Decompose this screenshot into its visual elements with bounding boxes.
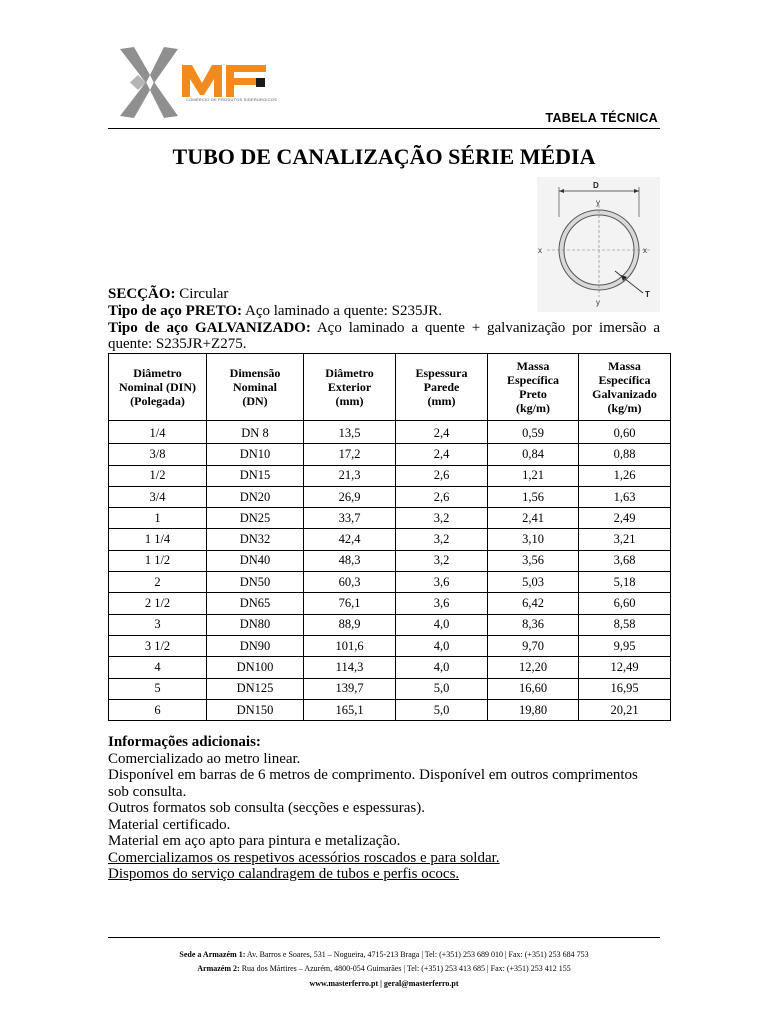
table-cell: 1,21 <box>488 465 579 486</box>
table-cell: DN90 <box>207 635 304 656</box>
table-cell: DN80 <box>207 614 304 635</box>
table-cell: 4,0 <box>396 635 488 656</box>
table-cell: 48,3 <box>304 550 396 571</box>
table-cell: 101,6 <box>304 635 396 656</box>
table-cell: 2,4 <box>396 421 488 444</box>
table-cell: 1 1/2 <box>109 550 207 571</box>
info-line: Material certificado. <box>108 816 231 833</box>
table-cell: 3,10 <box>488 529 579 550</box>
table-cell: 9,95 <box>579 635 671 656</box>
table-cell: 2,41 <box>488 508 579 529</box>
table-cell: 0,59 <box>488 421 579 444</box>
column-header: Dimensão Nominal (DN) <box>207 354 304 421</box>
table-row <box>109 678 671 699</box>
table-cell: 0,88 <box>579 444 671 465</box>
table-row <box>109 593 671 614</box>
table-row <box>109 486 671 507</box>
table-cell: 3,56 <box>488 550 579 571</box>
table-cell: 1,63 <box>579 486 671 507</box>
table-cell: 12,20 <box>488 657 579 678</box>
table-cell: 3,2 <box>396 550 488 571</box>
additional-info <box>108 734 668 883</box>
table-cell: 6,60 <box>579 593 671 614</box>
table-cell: DN150 <box>207 699 304 720</box>
table-header-row <box>109 354 671 421</box>
column-header: Massa Específica Galvanizado (kg/m) <box>579 354 671 421</box>
table-row <box>109 529 671 550</box>
table-cell: 3 <box>109 614 207 635</box>
table-cell: 5,0 <box>396 699 488 720</box>
table-cell: 3/8 <box>109 444 207 465</box>
table-cell: 8,36 <box>488 614 579 635</box>
table-cell: 1/2 <box>109 465 207 486</box>
table-cell: DN20 <box>207 486 304 507</box>
document-type: TABELA TÉCNICA <box>545 111 658 125</box>
table-cell: 3,2 <box>396 529 488 550</box>
technical-table <box>108 353 671 721</box>
info-heading: Informações adicionais: <box>108 734 261 750</box>
table-cell: 8,58 <box>579 614 671 635</box>
table-cell: DN100 <box>207 657 304 678</box>
label-y-bottom: y <box>596 298 600 307</box>
table-cell: 13,5 <box>304 421 396 444</box>
company-logo <box>116 45 276 120</box>
table-row <box>109 421 671 444</box>
table-cell: 5,0 <box>396 678 488 699</box>
table-cell: 3 1/2 <box>109 635 207 656</box>
footer-address-2: Armazém 2: Rua dos Mártires – Azurém, 4800-054 Guimarães | Tel: (+351) 253 413 685 | Fax: (+351) 253 412 155 <box>197 964 571 973</box>
table-row <box>109 699 671 720</box>
table-cell: 3,21 <box>579 529 671 550</box>
info-line: Dispomos do serviço calandragem de tubos e perfis ococs. <box>108 866 460 882</box>
table-cell: 2,49 <box>579 508 671 529</box>
label-x-right: x <box>643 246 647 255</box>
info-line: Comercializamos os respetivos acessórios roscados e para soldar. <box>108 849 500 866</box>
table-cell: 16,60 <box>488 678 579 699</box>
table-cell: 0,84 <box>488 444 579 465</box>
table-row <box>109 635 671 656</box>
column-header: Diâmetro Exterior (mm) <box>304 354 396 421</box>
table-cell: 26,9 <box>304 486 396 507</box>
table-cell: 5,03 <box>488 572 579 593</box>
table-cell: DN25 <box>207 508 304 529</box>
table-row <box>109 444 671 465</box>
table-cell: 9,70 <box>488 635 579 656</box>
table-row <box>109 614 671 635</box>
table-cell: 3,2 <box>396 508 488 529</box>
logo-subtitle: COMÉRCIO DE PRODUTOS SIDERÚRGICOS <box>186 97 277 102</box>
table-cell: 3/4 <box>109 486 207 507</box>
table-cell: 3,6 <box>396 572 488 593</box>
table-cell: 2 <box>109 572 207 593</box>
spec-section: SECÇÃO: Circular <box>108 286 229 302</box>
info-line: Outros formatos sob consulta (secções e espessuras). <box>108 800 425 816</box>
spec-galvanized-steel-cont: quente: S235JR+Z275. <box>108 336 247 352</box>
table-cell: DN125 <box>207 678 304 699</box>
table-cell: 114,3 <box>304 657 396 678</box>
header-divider <box>108 128 660 129</box>
footer-address-1: Sede a Armazém 1: Av. Barros e Soares, 531 – Nogueira, 4715-213 Braga | Tel: (+351) 253 689 010 | Fax: (+351) 253 684 753 <box>179 950 589 959</box>
footer-web: www.masterferro.pt | geral@masterferro.pt <box>309 979 459 988</box>
table-cell: 6,42 <box>488 593 579 614</box>
table-body <box>109 421 671 721</box>
table-cell: 1 1/4 <box>109 529 207 550</box>
label-x-left: x <box>538 246 542 255</box>
table-cell: 4,0 <box>396 614 488 635</box>
label-t: T <box>645 290 650 299</box>
table-cell: DN50 <box>207 572 304 593</box>
table-cell: 20,21 <box>579 699 671 720</box>
table-row <box>109 572 671 593</box>
table-cell: DN10 <box>207 444 304 465</box>
table-cell: 2,6 <box>396 486 488 507</box>
table-cell: 60,3 <box>304 572 396 593</box>
info-line: sob consulta. <box>108 783 187 800</box>
label-d: D <box>593 181 599 190</box>
table-row <box>109 508 671 529</box>
table-cell: 2,4 <box>396 444 488 465</box>
table-cell: 0,60 <box>579 421 671 444</box>
table-cell: 16,95 <box>579 678 671 699</box>
table-cell: DN 8 <box>207 421 304 444</box>
table-cell: 42,4 <box>304 529 396 550</box>
label-y-top: y <box>596 198 600 207</box>
table-cell: 3,68 <box>579 550 671 571</box>
table-cell: DN32 <box>207 529 304 550</box>
table-cell: 21,3 <box>304 465 396 486</box>
table-row <box>109 550 671 571</box>
table-cell: 2 1/2 <box>109 593 207 614</box>
column-header: Diâmetro Nominal (DIN) (Polegada) <box>109 354 207 421</box>
table-cell: 33,7 <box>304 508 396 529</box>
info-line: Disponível em barras de 6 metros de comprimento. Disponível em outros comprimentos <box>108 767 638 783</box>
table-cell: 4,0 <box>396 657 488 678</box>
table-cell: 76,1 <box>304 593 396 614</box>
table-cell: 139,7 <box>304 678 396 699</box>
table-cell: 3,6 <box>396 593 488 614</box>
table-cell: 5,18 <box>579 572 671 593</box>
column-header: Massa Específica Preto (kg/m) <box>488 354 579 421</box>
table-cell: 19,80 <box>488 699 579 720</box>
table-cell: 4 <box>109 657 207 678</box>
page-title: TUBO DE CANALIZAÇÃO SÉRIE MÉDIA <box>172 144 596 169</box>
table-cell: 165,1 <box>304 699 396 720</box>
info-line: Material em aço apto para pintura e metalização. <box>108 833 401 849</box>
spec-black-steel: Tipo de aço PRETO: Aço laminado a quente: S235JR. <box>108 303 443 319</box>
table-row <box>109 465 671 486</box>
table-cell: 1,56 <box>488 486 579 507</box>
table-cell: DN65 <box>207 593 304 614</box>
spec-galvanized-steel: Tipo de aço GALVANIZADO: Aço laminado a quente + galvanização por imersão a <box>108 320 661 336</box>
table-cell: 88,9 <box>304 614 396 635</box>
table-cell: 5 <box>109 678 207 699</box>
table-cell: DN40 <box>207 550 304 571</box>
table-cell: DN15 <box>207 465 304 486</box>
footer-divider <box>108 937 660 938</box>
table-cell: 1/4 <box>109 421 207 444</box>
table-row <box>109 657 671 678</box>
info-line: Comercializado ao metro linear. <box>108 750 301 767</box>
table-cell: 2,6 <box>396 465 488 486</box>
column-header: Espessura Parede (mm) <box>396 354 488 421</box>
table-cell: 1,26 <box>579 465 671 486</box>
logo-text: MF <box>116 45 118 46</box>
table-cell: 1 <box>109 508 207 529</box>
table-cell: 12,49 <box>579 657 671 678</box>
table-cell: 6 <box>109 699 207 720</box>
table-cell: 17,2 <box>304 444 396 465</box>
